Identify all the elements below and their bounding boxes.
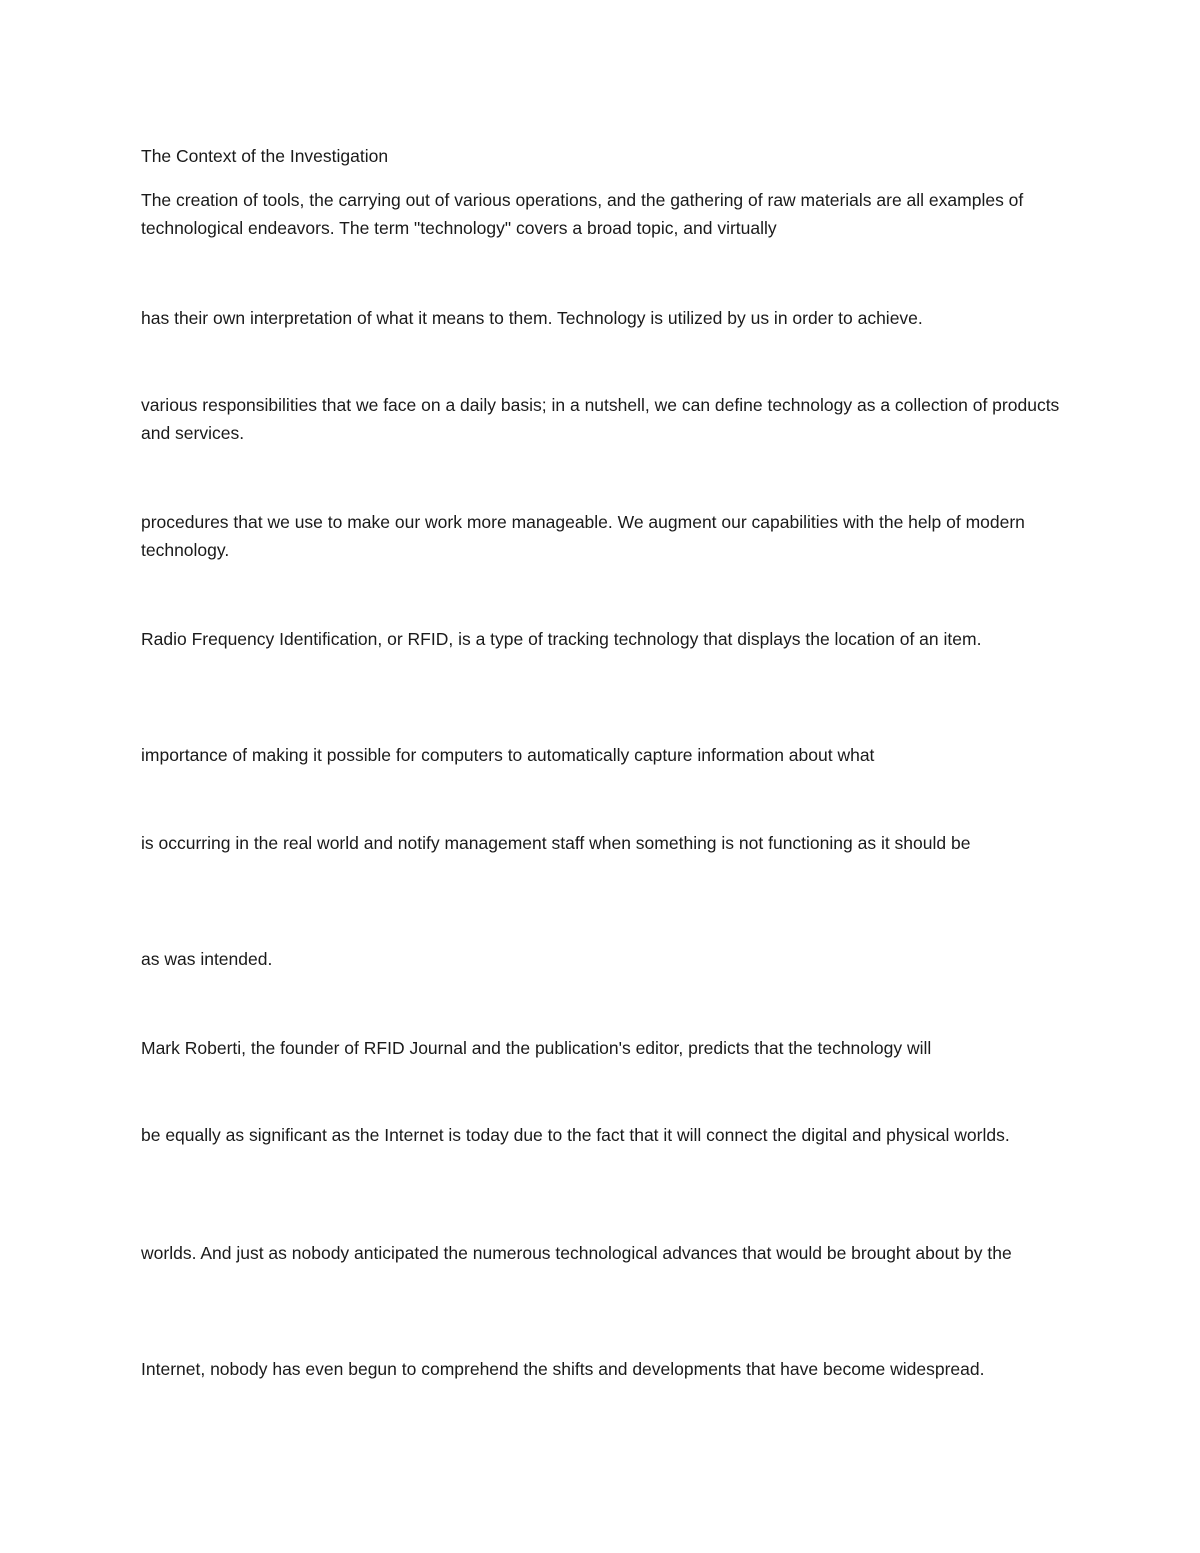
paragraph-6: importance of making it possible for computers to automatically capture information about what (141, 745, 875, 765)
paragraph-2: has their own interpretation of what it means to them. Technology is utilized by us in order to achieve. (141, 308, 923, 328)
paragraph-11: worlds. And just as nobody anticipated the numerous technological advances that would be brought about by the (141, 1243, 1012, 1263)
paragraph-1: The creation of tools, the carrying out of various operations, and the gathering of raw materials are all examples of technological endeavors. The term "technology" covers a broad topic, and virtually (141, 190, 1029, 238)
paragraph-4: procedures that we use to make our work more manageable. We augment our capabilities with the help of modern technology. (141, 512, 1030, 560)
paragraph-9: Mark Roberti, the founder of RFID Journal and the publication's editor, predicts that the technology will (141, 1038, 932, 1058)
document-title: The Context of the Investigation (141, 146, 389, 166)
paragraph-5: Radio Frequency Identification, or RFID, is a type of tracking technology that displays the location of an item. (141, 629, 982, 649)
paragraph-12: Internet, nobody has even begun to comprehend the shifts and developments that have become widespread. (141, 1359, 985, 1379)
paragraph-7: is occurring in the real world and notify management staff when something is not functioning as it should be (141, 833, 971, 853)
paragraph-8: as was intended. (141, 949, 273, 969)
paragraph-10: be equally as significant as the Internet is today due to the fact that it will connect the digital and physical worlds. (141, 1125, 1010, 1145)
paragraph-3: various responsibilities that we face on a daily basis; in a nutshell, we can define technology as a collection of products and services. (141, 395, 1065, 443)
